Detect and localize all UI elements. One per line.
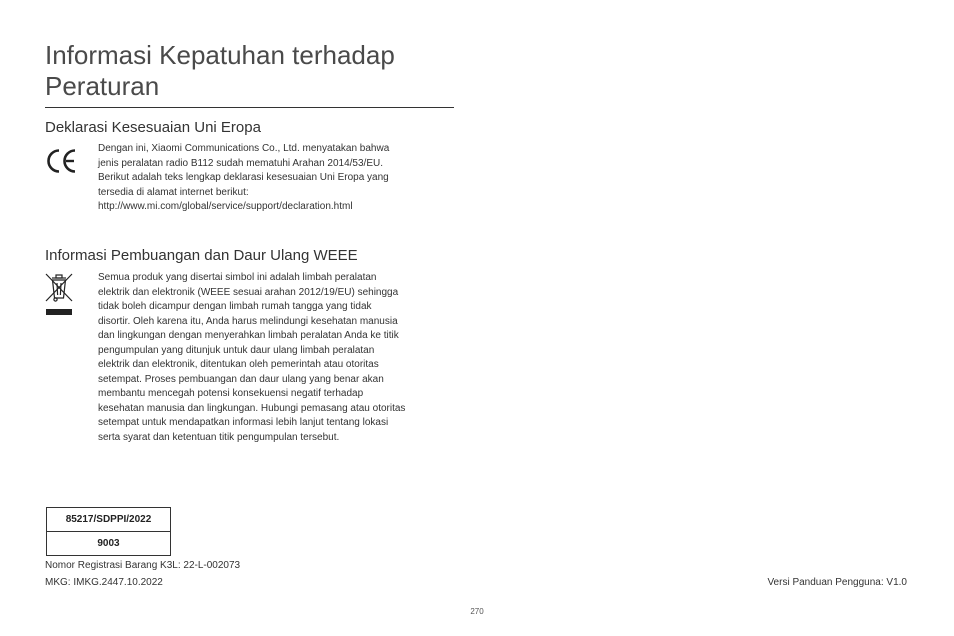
weee-text	[98, 271, 460, 445]
weee-text-line: setempat untuk mendapatkan informasi lebih lanjut tentang lokasi	[98, 417, 389, 428]
weee-text-line: serta syarat dan ketentuan titik pengumpulan tersebut.	[98, 431, 340, 443]
weee-text-line: tidak boleh dicampur dengan limbah rumah tangga yang tidak	[98, 301, 372, 312]
weee-text-line: Semua produk yang disertai simbol ini adalah limbah peralatan	[98, 272, 377, 283]
mkg-registration: MKG: IMKG.2447.10.2022	[45, 577, 163, 588]
weee-text-line: setempat. Proses pembuangan dan daur ulang yang benar akan	[98, 373, 384, 385]
weee-text-line: membantu mencegah potensi konsekuensi negatif terhadap	[98, 388, 364, 399]
weee-text-line: elektrik dan elektronik, ditentukan oleh pemerintah atau otoritas	[98, 359, 379, 370]
eu-declaration-heading: Deklarasi Kesesuaian Uni Eropa	[45, 119, 261, 136]
weee-text-line: disortir. Oleh karena itu, Anda harus melindungi kesehatan manusia	[98, 315, 398, 327]
declaration-link[interactable]: http://www.mi.com/global/service/support/declaration.html	[98, 201, 353, 212]
weee-heading: Informasi Pembuangan dan Daur Ulang WEEE	[45, 247, 358, 264]
eu-text-line: Berikut adalah teks lengkap deklarasi kesesuaian Uni Eropa yang	[98, 172, 389, 183]
guide-version: Versi Panduan Pengguna: V1.0	[767, 577, 907, 588]
page-title: Informasi Kepatuhan terhadap Peraturan	[45, 40, 395, 101]
eu-declaration-text	[98, 142, 460, 215]
weee-text-line: dan lingkungan dengan menyerahkan limbah peralatan Anda ke titik	[98, 330, 399, 341]
eu-text-line: Dengan ini, Xiaomi Communications Co., Ltd. menyatakan bahwa	[98, 143, 390, 154]
registration-code: 9003	[47, 531, 170, 555]
eu-text-line: tersedia di alamat internet berikut:	[98, 186, 249, 198]
ce-mark-icon	[45, 148, 79, 174]
eu-text-line: jenis peralatan radio B112 sudah mematuhi Arahan 2014/53/EU.	[98, 157, 384, 169]
page-number: 270	[470, 607, 484, 616]
weee-text-line: kesehatan manusia dan lingkungan. Hubungi pemasang atau otoritas	[98, 402, 406, 414]
title-divider	[45, 107, 454, 108]
registration-table	[46, 507, 171, 556]
k3l-registration: Nomor Registrasi Barang K3L: 22-L-002073	[45, 560, 241, 571]
crossed-out-wheelie-bin-icon	[44, 272, 74, 318]
sdppi-number: 85217/SDPPI/2022	[65, 514, 152, 525]
weee-text-line: elektrik dan elektronik (WEEE sesuai arahan 2012/19/EU) sehingga	[98, 286, 399, 298]
weee-text-line: pengumpulan yang ditunjuk untuk daur ulang limbah peralatan	[98, 344, 375, 356]
